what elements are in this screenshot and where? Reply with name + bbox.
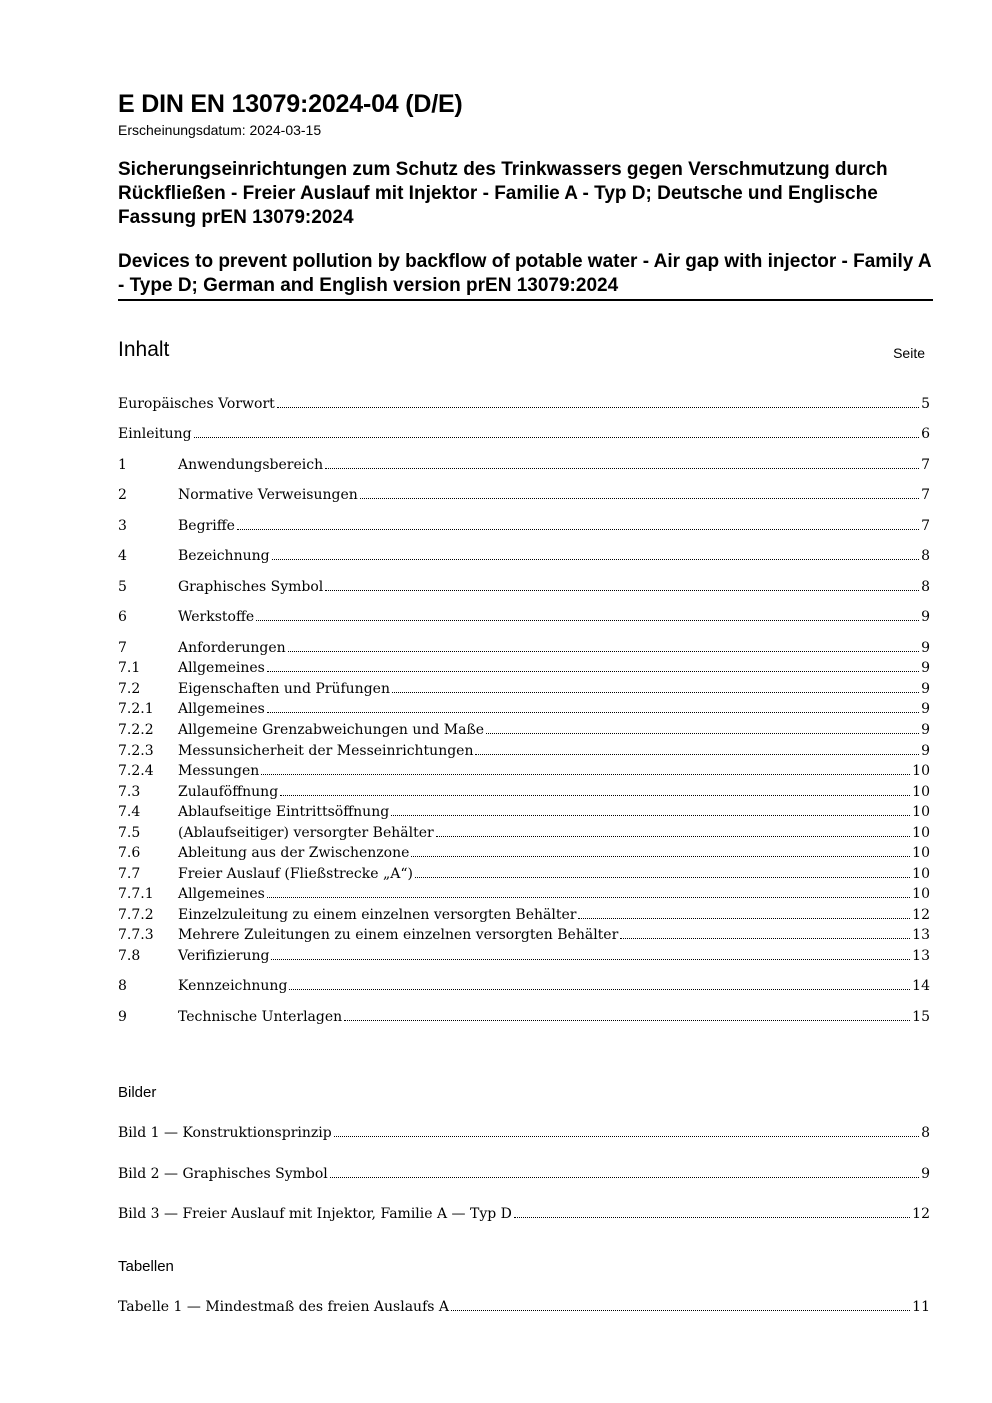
toc-entry[interactable] (118, 548, 930, 568)
toc-entry-page: 15 (912, 1009, 930, 1025)
document-id: E DIN EN 13079:2024-04 (D/E) (118, 90, 463, 118)
toc-leader (194, 437, 920, 438)
toc-entry-number: 1 (118, 457, 127, 473)
toc-entry-number: 7.4 (118, 804, 141, 820)
toc-entry-page: 8 (921, 548, 930, 564)
toc-leader (280, 795, 910, 796)
toc-entry-page: 9 (921, 640, 930, 656)
table-entry-page: 11 (912, 1299, 930, 1315)
toc-entry-page: 7 (921, 487, 930, 503)
toc-entry-page: 9 (921, 722, 930, 738)
toc-entry-title: Allgemeines (178, 660, 265, 676)
toc-entry-title: Technische Unterlagen (178, 1009, 343, 1025)
toc-entry-page: 10 (912, 866, 930, 882)
toc-entry-number: 7.5 (118, 825, 141, 841)
toc-entry[interactable] (118, 396, 930, 416)
toc-entry-number: 7.2 (118, 681, 141, 697)
toc-entry-page: 13 (912, 948, 930, 964)
toc-entry[interactable] (118, 457, 930, 477)
figure-entry-page: 12 (912, 1206, 930, 1222)
toc-entry-number: 9 (118, 1009, 127, 1025)
toc-entry-page: 10 (912, 886, 930, 902)
toc-entry-number: 7.7 (118, 866, 141, 882)
toc-entry[interactable] (118, 978, 930, 998)
toc-entry-number: 8 (118, 978, 127, 994)
figure-entry-title: Bild 1 — Konstruktionsprinzip (118, 1125, 332, 1141)
toc-entry-page: 7 (921, 457, 930, 473)
figure-entry[interactable] (118, 1206, 930, 1226)
toc-entry-page: 12 (912, 907, 930, 923)
toc-entry-title: Messunsicherheit der Messeinrichtungen (178, 743, 474, 759)
figure-entry[interactable] (118, 1125, 930, 1145)
toc-leader (237, 529, 919, 530)
toc-entry[interactable] (118, 825, 930, 845)
toc-entry[interactable] (118, 743, 930, 763)
toc-entry-title: (Ablaufseitiger) versorgter Behälter (178, 825, 434, 841)
toc-entry-title: Freier Auslauf (Fließstrecke „A“) (178, 866, 413, 882)
toc-entry-title: Eigenschaften und Prüfungen (178, 681, 390, 697)
toc-entry[interactable] (118, 426, 930, 446)
toc-entry-page: 7 (921, 518, 930, 534)
toc-entry-number: 7.2.1 (118, 701, 154, 717)
toc-entry[interactable] (118, 948, 930, 968)
toc-entry-page: 9 (921, 743, 930, 759)
toc-entry-title: Ablaufseitige Eintrittsöffnung (178, 804, 390, 820)
toc-entry[interactable] (118, 784, 930, 804)
toc-leader (272, 559, 919, 560)
toc-entry-page: 9 (921, 681, 930, 697)
toc-entry-page: 9 (921, 609, 930, 625)
toc-leader (325, 590, 919, 591)
toc-entry-page: 10 (912, 804, 930, 820)
title-english: Devices to prevent pollution by backflow of potable water - Air gap with injector - Family A - Type D; German and English version prEN 13079:2024 (118, 250, 933, 301)
toc-entry-page: 14 (912, 978, 930, 994)
toc-entry[interactable] (118, 845, 930, 865)
toc-entry-number: 7.1 (118, 660, 141, 676)
toc-entry-number: 3 (118, 518, 127, 534)
title-german: Sicherungseinrichtungen zum Schutz des Trinkwassers gegen Verschmutzung durch Rückfließen - Freier Auslauf mit Injektor - Familie A - Typ D; Deutsche und Englische Fassung prEN 13079:2024 (118, 159, 888, 228)
figure-entry-page: 8 (921, 1125, 930, 1141)
toc-leader (451, 1310, 910, 1311)
toc-entry-page: 5 (921, 396, 930, 412)
toc-entry-number: 7.7.1 (118, 886, 154, 902)
toc-entry-title: Einzelzuleitung zu einem einzelnen versorgten Behälter (178, 907, 577, 923)
toc-entry-title: Kennzeichnung (178, 978, 288, 994)
toc-leader (267, 671, 919, 672)
toc-leader (475, 754, 919, 755)
toc-entry[interactable] (118, 866, 930, 886)
toc-entry[interactable] (118, 640, 930, 660)
toc-entry-number: 7.7.2 (118, 907, 154, 923)
toc-entry-page: 10 (912, 784, 930, 800)
toc-entry-page: 10 (912, 825, 930, 841)
toc-entry-number: 7.6 (118, 845, 141, 861)
toc-leader (277, 407, 919, 408)
toc-entry[interactable] (118, 701, 930, 721)
toc-leader (271, 959, 910, 960)
toc-entry-number: 7.2.2 (118, 722, 154, 738)
toc-leader (267, 897, 910, 898)
toc-entry-number: 7.2.3 (118, 743, 154, 759)
toc-entry-title: Messungen (178, 763, 260, 779)
toc-leader (392, 692, 919, 693)
toc-entry-title: Allgemeines (178, 701, 265, 717)
toc-leader (578, 918, 910, 919)
figure-entry[interactable] (118, 1166, 930, 1186)
toc-leader (267, 712, 919, 713)
toc-entry[interactable] (118, 579, 930, 599)
figure-entry-page: 9 (921, 1166, 930, 1182)
toc-leader (514, 1217, 910, 1218)
toc-leader (415, 877, 910, 878)
toc-entry[interactable] (118, 886, 930, 906)
toc-entry[interactable] (118, 518, 930, 538)
toc-entry-title: Anwendungsbereich (178, 457, 324, 473)
toc-entry[interactable] (118, 763, 930, 783)
toc-leader (325, 468, 919, 469)
toc-entry[interactable] (118, 660, 930, 680)
toc-entry-title: Bezeichnung (178, 548, 270, 564)
toc-leader (334, 1136, 919, 1137)
figure-entry-title: Bild 3 — Freier Auslauf mit Injektor, Familie A — Typ D (118, 1206, 512, 1222)
toc-entry-number: 7.8 (118, 948, 141, 964)
toc-heading: Inhalt (118, 338, 170, 361)
toc-leader (436, 836, 910, 837)
toc-entry[interactable] (118, 907, 930, 927)
toc-entry[interactable] (118, 804, 930, 824)
toc-entry-title: Normative Verweisungen (178, 487, 358, 503)
toc-entry-page: 6 (921, 426, 930, 442)
toc-entry-title: Ableitung aus der Zwischenzone (178, 845, 410, 861)
toc-entry-page: 10 (912, 845, 930, 861)
toc-leader (288, 651, 919, 652)
toc-entry-title: Einleitung (118, 426, 192, 442)
toc-entry-number: 4 (118, 548, 127, 564)
toc-entry-title: Mehrere Zuleitungen zu einem einzelnen versorgten Behälter (178, 927, 619, 943)
toc-entry[interactable] (118, 681, 930, 701)
toc-entry-title: Europäisches Vorwort (118, 396, 275, 412)
figure-entry-title: Bild 2 — Graphisches Symbol (118, 1166, 328, 1182)
toc-leader (330, 1177, 919, 1178)
toc-entry-number: 5 (118, 579, 127, 595)
toc-entry[interactable] (118, 487, 930, 507)
toc-entry-number: 7.3 (118, 784, 141, 800)
page-column-label: Seite (893, 345, 925, 361)
toc-entry-page: 10 (912, 763, 930, 779)
toc-entry-title: Begriffe (178, 518, 235, 534)
toc-entry-title: Zulauföffnung (178, 784, 279, 800)
toc-entry-number: 6 (118, 609, 127, 625)
toc-leader (344, 1020, 910, 1021)
toc-entry-page: 13 (912, 927, 930, 943)
toc-entry-page: 8 (921, 579, 930, 595)
toc-entry-number: 7.2.4 (118, 763, 154, 779)
figures-heading: Bilder (118, 1084, 157, 1101)
toc-leader (256, 620, 919, 621)
table-entry-title: Tabelle 1 — Mindestmaß des freien Auslaufs A (118, 1299, 450, 1315)
toc-entry-title: Verifizierung (178, 948, 270, 964)
toc-entry-title: Anforderungen (178, 640, 286, 656)
table-entry[interactable] (118, 1299, 930, 1319)
toc-entry-title: Allgemeine Grenzabweichungen und Maße (178, 722, 485, 738)
tables-heading: Tabellen (118, 1258, 174, 1275)
toc-leader (289, 989, 910, 990)
toc-entry-page: 9 (921, 701, 930, 717)
toc-entry[interactable] (118, 927, 930, 947)
toc-leader (261, 774, 910, 775)
toc-entry-number: 7 (118, 640, 127, 656)
publication-date: Erscheinungsdatum: 2024-03-15 (118, 122, 322, 138)
toc-entry[interactable] (118, 609, 930, 629)
toc-entry-title: Werkstoffe (178, 609, 255, 625)
toc-leader (486, 733, 919, 734)
toc-leader (411, 856, 910, 857)
toc-entry-page: 9 (921, 660, 930, 676)
toc-entry[interactable] (118, 1009, 930, 1029)
toc-leader (360, 498, 919, 499)
toc-entry-number: 7.7.3 (118, 927, 154, 943)
toc-entry-number: 2 (118, 487, 127, 503)
toc-leader (620, 938, 910, 939)
toc-leader (391, 815, 910, 816)
toc-entry-title: Graphisches Symbol (178, 579, 324, 595)
toc-entry-title: Allgemeines (178, 886, 265, 902)
toc-entry[interactable] (118, 722, 930, 742)
